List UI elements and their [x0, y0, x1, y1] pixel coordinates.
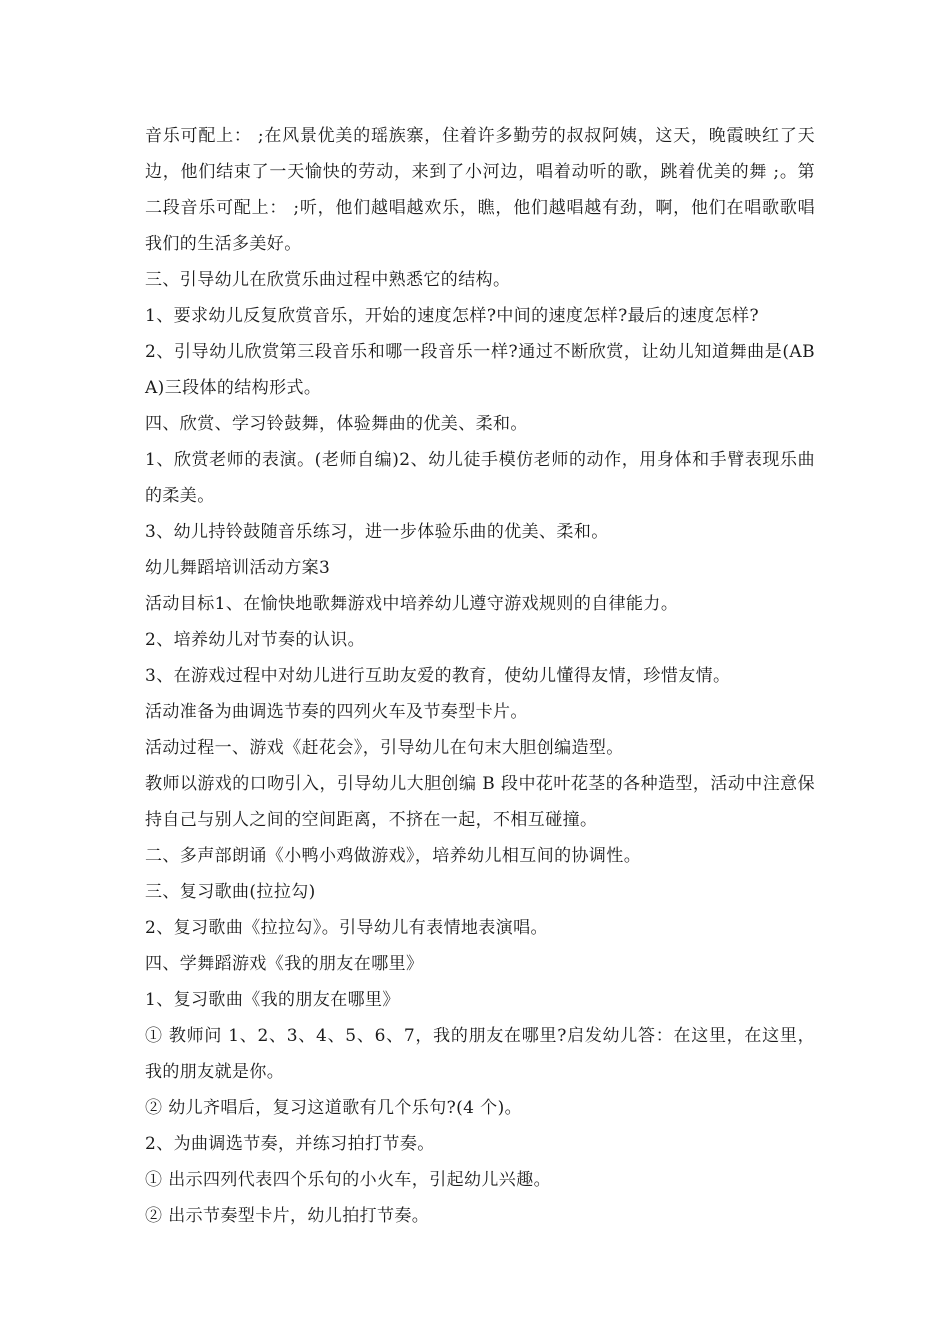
paragraph-item: 2、为曲调选节奏，并练习拍打节奏。 — [145, 1134, 435, 1154]
paragraph-section-heading: 四、学舞蹈游戏《我的朋友在哪里》 — [145, 954, 424, 974]
paragraph-item: ② 幼儿齐唱后，复习这道歌有几个乐句?(4 个)。 — [145, 1098, 523, 1118]
paragraph-section-four-heading: 四、欣赏、学习铃鼓舞，体验舞曲的优美、柔和。 — [145, 414, 528, 434]
paragraph-activity-goal: 活动目标1、在愉快地歌舞游戏中培养幼儿遵守游戏规则的自律能力。 — [145, 594, 679, 614]
paragraph-section-heading: 三、复习歌曲(拉拉勾) — [145, 882, 316, 902]
paragraph-intro-music: 音乐可配上： ;在风景优美的瑶族寨，住着许多勤劳的叔叔阿姨，这天，晚霞映红了天边，他们结束了一天愉快的劳动，来到了小河边，唱着动听的歌，跳着优美的舞 ;。第二段音乐可配上： ;听，他们越唱越欢乐，瞧，他们越唱越有劲，啊，他们在唱歌歌唱我们的生活多美好。 — [145, 126, 815, 254]
paragraph-item: 2、引导幼儿欣赏第三段音乐和哪一段音乐一样?通过不断欣赏，让幼儿知道舞曲是(ABA)三段体的结构形式。 — [145, 342, 815, 398]
paragraph-activity-prep: 活动准备为曲调选节奏的四列火车及节奏型卡片。 — [145, 702, 528, 722]
paragraph-item: 2、复习歌曲《拉拉勾》。引导幼儿有表情地表演唱。 — [145, 918, 548, 938]
paragraph-item: ① 出示四列代表四个乐句的小火车，引起幼儿兴趣。 — [145, 1170, 552, 1190]
paragraph-section-heading: 二、多声部朗诵《小鸭小鸡做游戏》，培养幼儿相互间的协调性。 — [145, 846, 642, 866]
paragraph-item: 1、复习歌曲《我的朋友在哪里》 — [145, 990, 400, 1010]
paragraph-item: 3、幼儿持铃鼓随音乐练习，进一步体验乐曲的优美、柔和。 — [145, 522, 609, 542]
paragraph-item: 2、培养幼儿对节奏的认识。 — [145, 630, 366, 650]
paragraph-activity-process: 活动过程一、游戏《赶花会》，引导幼儿在句末大胆创编造型。 — [145, 738, 624, 758]
paragraph-item: 1、欣赏老师的表演。(老师自编)2、幼儿徒手模仿老师的动作，用身体和手臂表现乐曲的柔美。 — [145, 450, 815, 506]
paragraph-item: 教师以游戏的口吻引入，引导幼儿大胆创编 B 段中花叶花茎的各种造型，活动中注意保持自己与别人之间的空间距离，不挤在一起，不相互碰撞。 — [145, 774, 815, 830]
document-body — [145, 118, 815, 1234]
paragraph-item: 3、在游戏过程中对幼儿进行互助友爱的教育，使幼儿懂得友情，珍惜友情。 — [145, 666, 731, 686]
paragraph-item: 1、要求幼儿反复欣赏音乐，开始的速度怎样?中间的速度怎样?最后的速度怎样? — [145, 306, 759, 326]
paragraph-item: ② 出示节奏型卡片，幼儿拍打节奏。 — [145, 1206, 430, 1226]
plan-title: 幼儿舞蹈培训活动方案3 — [145, 558, 331, 578]
paragraph-item: ① 教师问 1、2、3、4、5、6、7，我的朋友在哪里?启发幼儿答：在这里，在这里，我的朋友就是你。 — [145, 1026, 815, 1082]
paragraph-section-three-heading: 三、引导幼儿在欣赏乐曲过程中熟悉它的结构。 — [145, 270, 511, 290]
